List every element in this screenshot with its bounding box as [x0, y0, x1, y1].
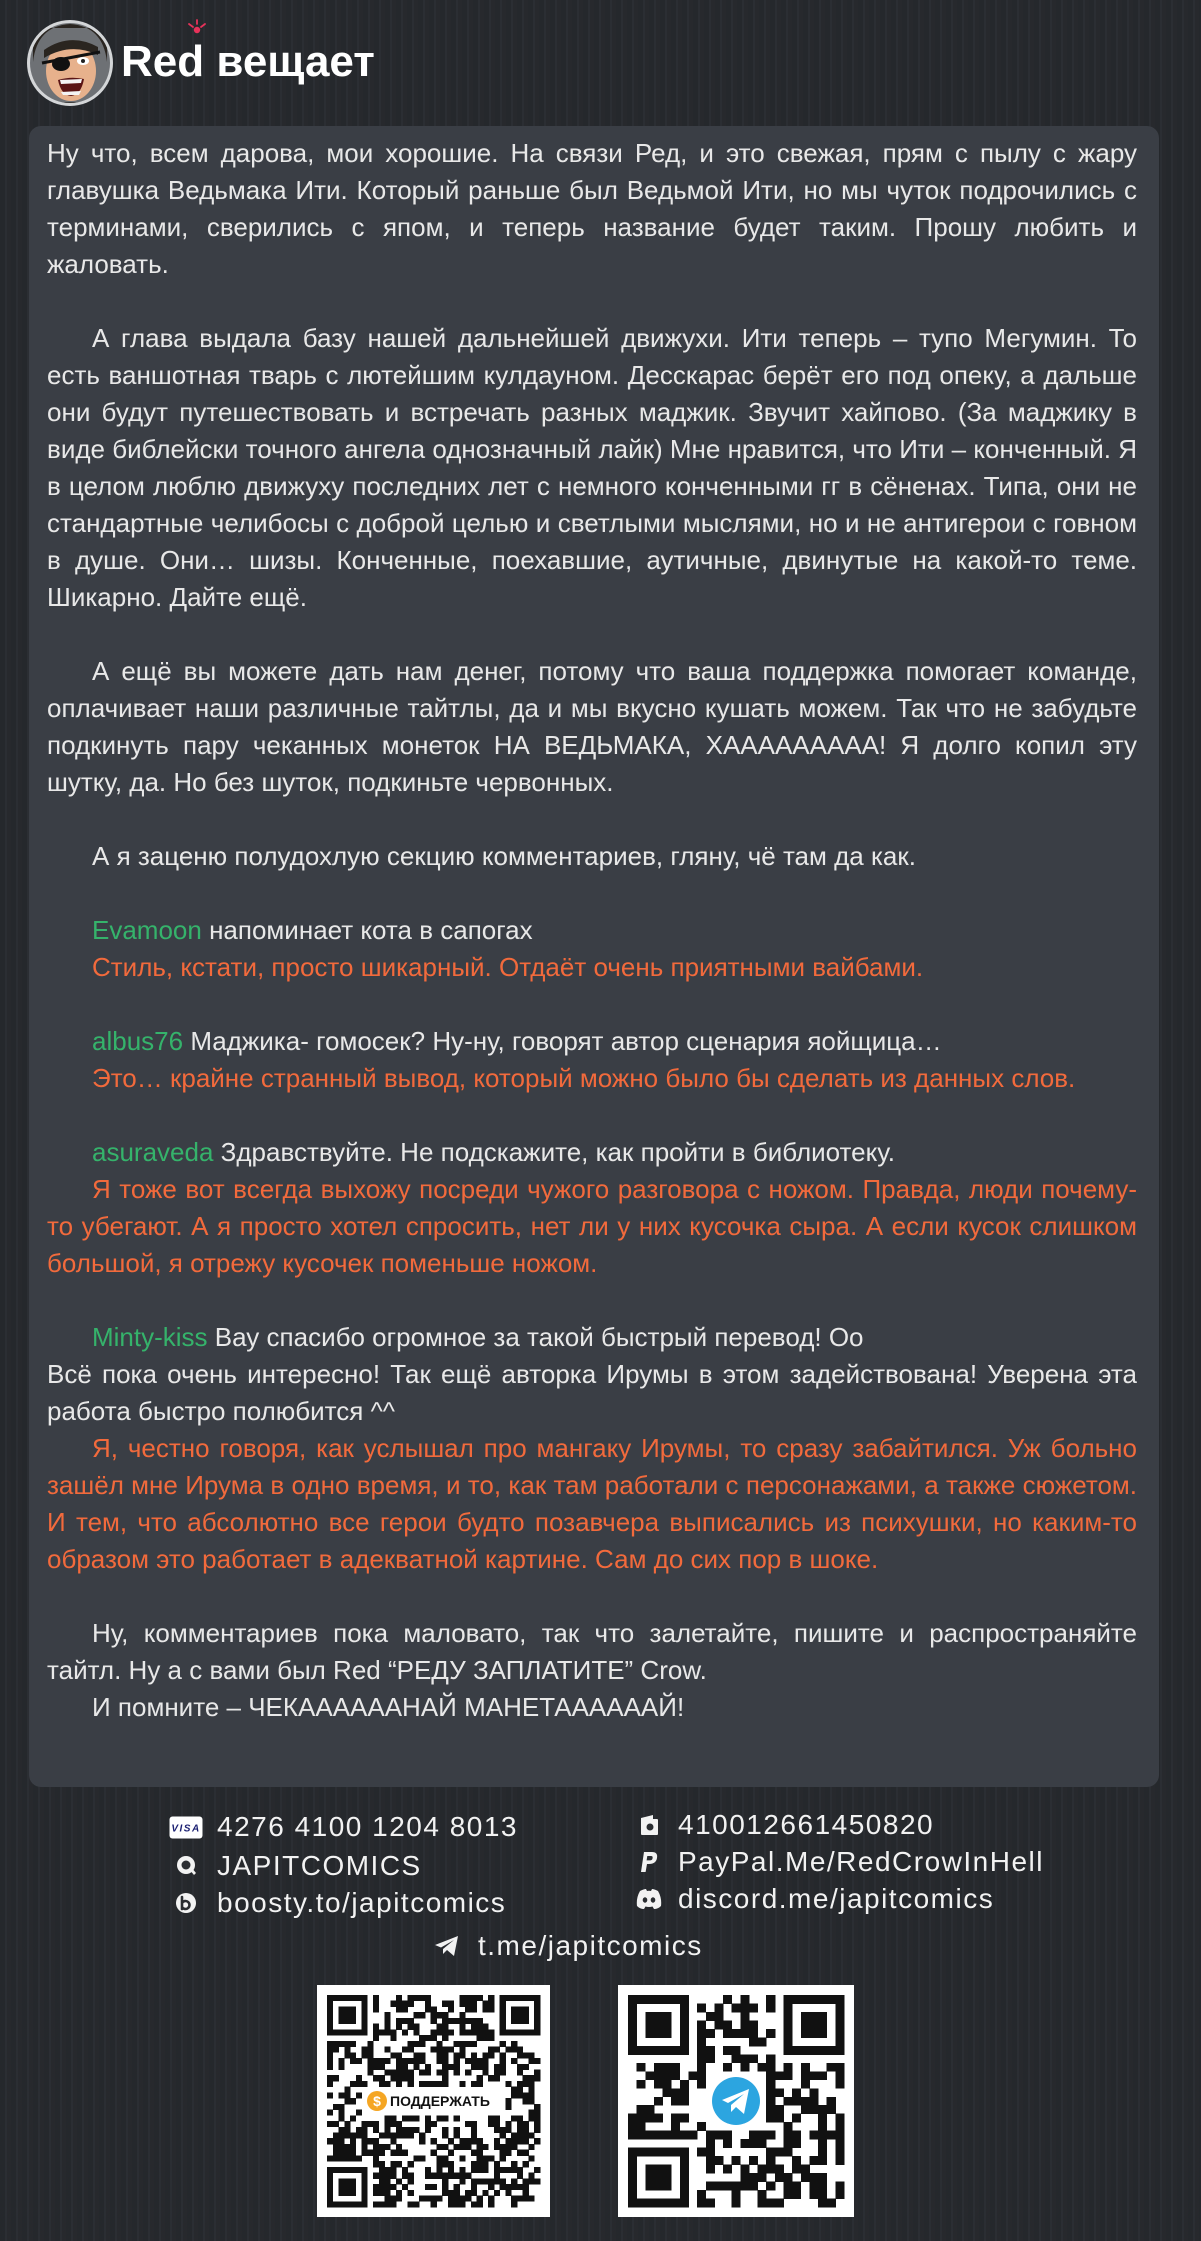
contact-qiwi — [167, 1848, 422, 1884]
contact-paypal — [632, 1844, 1044, 1880]
commenter-name: Minty-kiss — [92, 1322, 208, 1352]
avatar-icon — [25, 18, 115, 108]
qiwi-icon — [174, 1854, 198, 1878]
telegram-icon — [708, 2073, 764, 2129]
comment-reply: Я, честно говоря, как услышал про мангаку Ирумы, то сразу забайтился. Уж больно зашёл мне Ирума в одно время, и то, как там работали с персонажами, а также сюжетом. И тем, что абсолютно все герои будто позавчера выписались из психушки, но каким-то образом это работает в адекватной картине. Сам до сих пор в шоке. — [47, 1433, 1137, 1574]
contact-telegram — [428, 1928, 703, 1964]
comment-block — [47, 1319, 1137, 1578]
visa-card-icon — [169, 1816, 203, 1839]
comment — [47, 1319, 1137, 1430]
comment-text: напоминает кота в сапогах — [209, 915, 533, 945]
telegram-link[interactable]: t.me/japitcomics — [478, 1930, 703, 1961]
page-title: Red вещает — [121, 37, 375, 86]
coin-symbol: $ — [373, 2093, 381, 2109]
contact-boosty — [167, 1885, 506, 1921]
yoomoney-account[interactable]: 410012661450820 — [678, 1809, 935, 1840]
boosty-icon — [174, 1891, 198, 1915]
comment-block — [47, 1023, 1137, 1097]
comment-text-continued: Всё пока очень интересно! Так ещё авторка Ирумы в этом задействована! Уверена эта работа быстро полюбится ^^ — [47, 1359, 1137, 1426]
contact-yoomoney — [632, 1807, 934, 1843]
contact-card — [167, 1809, 518, 1845]
comment — [47, 1023, 1137, 1060]
comment-block — [47, 1134, 1137, 1282]
post-outro: Ну, комментариев пока маловато, так что залетайте, пишите и распространяйте тайтл. Ну а с вами был Red “РЕДУ ЗАПЛАТИТЕ” Crow. — [47, 1618, 1137, 1685]
post-paragraph: А я заценю полудохлую секцию комментариев, гляну, чё там да как. — [92, 841, 916, 871]
qr-code-telegram — [618, 1985, 854, 2217]
paypal-link[interactable]: PayPal.Me/RedCrowInHell — [678, 1846, 1044, 1877]
visa-card-label: VISA — [171, 1823, 201, 1834]
comment-reply: Я тоже вот всегда выхожу посреди чужого разговора с ножом. Правда, люди почему-то убегают. А я просто хотел спросить, нет ли у них кусочка сыра. А если кусок слишком большой, я отрежу кусочек поменьше ножом. — [47, 1174, 1137, 1278]
commenter-name: asuraveda — [92, 1137, 214, 1167]
post-intro: Ну что, всем дарова, мои хорошие. На связи Ред, и это свежая, прям с пылу с жару главушка Ведьмака Ити. Который раньше был Ведьмой Ити, но мы чуток подрочились с терминами, сверились с япом, и теперь название будет таким. Прошу любить и жаловать. — [47, 138, 1137, 279]
post-paragraph: А глава выдала базу нашей дальнейшей движухи. Ити теперь – тупо Мегумин. То есть ваншотная тварь с лютейшим кулдауном. Десскарас берёт его под опеку, а дальше они будут путешествовать и встречать разных маджик. Звучит хайпово. (За маджику в виде библейски точного ангела однозначный лайк) Мне нравится, что Ити – конченный. Я в целом люблю движуху последних лет с немного конченными гг в сёненах. Типа, они не стандартные челибосы с доброй целью и светлыми мыслями, но и не антигерои с говном в душе. Они… шизы. Конченные, поехавшие, аутичные, двинутые на какой-то теме. Шикарно. Дайте ещё. — [47, 323, 1137, 612]
discord-link[interactable]: discord.me/japitcomics — [678, 1883, 995, 1914]
qr-code-boosty — [317, 1985, 550, 2217]
boosty-link[interactable]: boosty.to/japitcomics — [217, 1887, 507, 1918]
post-paragraph: А ещё вы можете дать нам денег, потому что ваша поддержка помогает команде, оплачивает наши различные тайтлы, да и мы вкусно кушать можем. Так что не забудьте подкинуть пару чеканных монеток НА ВЕДЬМАКА, ХААААААААА! Я долго копил эту шутку, да. Но без шуток, подкиньте червонных. — [47, 656, 1137, 797]
comment-block — [47, 912, 1137, 986]
card-number[interactable]: 4276 4100 1204 8013 — [217, 1811, 518, 1842]
commenter-name: albus76 — [92, 1026, 184, 1056]
qiwi-account[interactable]: JAPITCOMICS — [217, 1850, 422, 1881]
comment-reply: Стиль, кстати, просто шикарный. Отдаёт очень приятными вайбами. — [92, 952, 924, 982]
post-closing: И помните – ЧЕКААААААНАЙ МАНЕТААААААЙ! — [92, 1692, 685, 1722]
qr-support-label: ПОДДЕРЖАТЬ — [390, 2093, 490, 2109]
yoomoney-icon — [638, 1813, 660, 1837]
comment-text: Здравствуйте. Не подскажите, как пройти в библиотеку. — [220, 1137, 895, 1167]
paypal-icon — [638, 1850, 660, 1874]
comment — [47, 1134, 1137, 1171]
comment-reply: Это… крайне странный вывод, который можно было бы сделать из данных слов. — [92, 1063, 1076, 1093]
sparkle-icon — [186, 18, 208, 40]
telegram-icon — [433, 1934, 461, 1958]
comment — [47, 912, 1137, 949]
contact-discord — [632, 1881, 994, 1917]
comment-text: Маджика- гомосек? Ну-ну, говорят автор сценария яойщица… — [190, 1026, 942, 1056]
commenter-name: Evamoon — [92, 915, 202, 945]
post-panel — [29, 126, 1159, 1787]
comment-text: Вау спасибо огромное за такой быстрый перевод! Оо — [214, 1322, 864, 1352]
discord-icon — [634, 1887, 664, 1911]
